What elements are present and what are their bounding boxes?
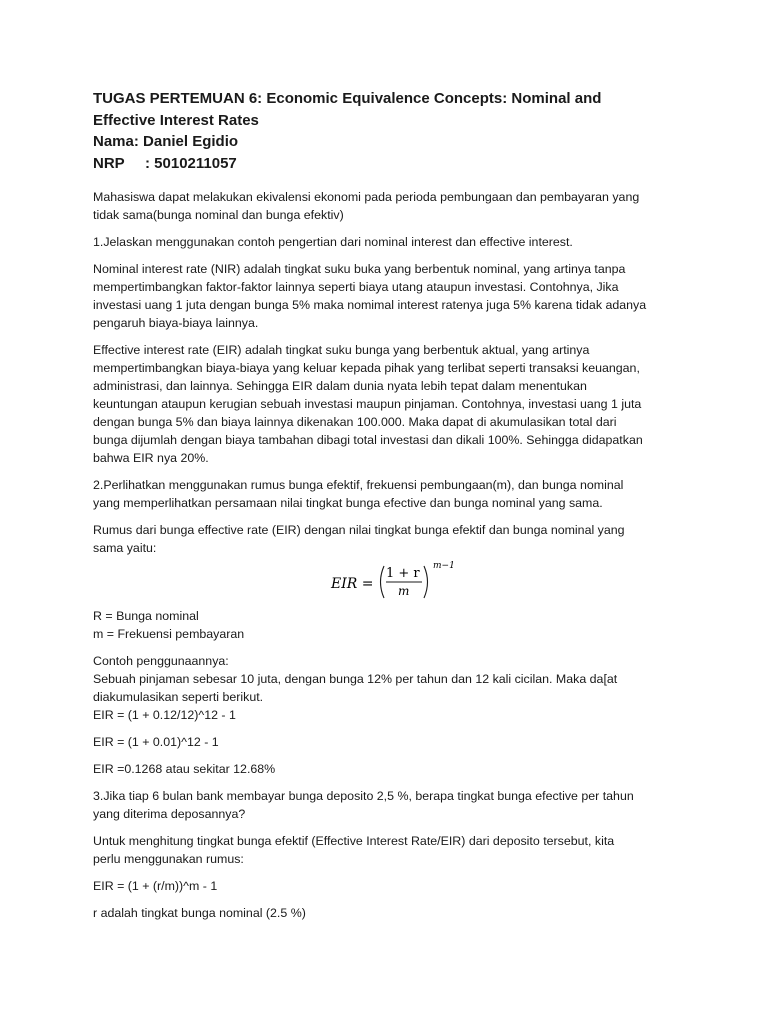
eir-line: keuntungan ataupun kerugian sebuah investasi maupun pinjaman. Contohnya, investasi uang 1 juta: [93, 397, 642, 411]
question-1-line: 1.Jelaskan menggunakan contoh pengertian dari nominal interest dan effective interest.: [93, 235, 573, 249]
intro-line: Mahasiswa dapat melakukan ekivalensi ekonomi pada perioda pembungaan dan pembayaran yang: [93, 190, 640, 204]
question-2-line: yang memperlihatkan persamaan nilai tingkat bunga efective dan bunga nominal yang sama.: [93, 496, 603, 510]
nir-line: investasi uang 1 juta dengan bunga 5% maka nomimal interest ratenya juga 5% karena tidak adanya: [93, 298, 647, 312]
eir-result: EIR =0.1268 atau sekitar 12.68%: [93, 762, 276, 776]
student-name-row: [93, 131, 688, 153]
eir-line: bunga dijumlah dengan biaya tambahan dibagi total investasi dan dikali 100%. Sehingga didapatkan: [93, 433, 643, 447]
rumus-intro-line: Rumus dari bunga effective rate (EIR) dengan nilai tingkat bunga efektif dan bunga nominal yang: [93, 523, 625, 537]
formula-left-paren: [380, 566, 384, 598]
contoh-line: Sebuah pinjaman sebesar 10 juta, dengan bunga 12% per tahun dan 12 kali cicilan. Maka da[at: [93, 672, 618, 686]
variable-r: R = Bunga nominal: [93, 609, 199, 623]
eir-paragraph: [93, 341, 688, 467]
title-line-1: TUGAS PERTEMUAN 6: Economic Equivalence Concepts: Nominal and: [93, 90, 602, 107]
eir-formula: [93, 557, 688, 607]
nrp-label: NRP: [93, 154, 125, 172]
contoh-paragraph: [93, 652, 688, 724]
nir-line: mempertimbangkan faktor-faktor lainnya seperti biaya utang ataupun investasi. Contohnya, Jika: [93, 280, 619, 294]
question-2-line: 2.Perlihatkan menggunakan rumus bunga efektif, frekuensi pembungaan(m), dan bunga nominal: [93, 478, 624, 492]
document-title: [93, 88, 688, 131]
question-3-intro-line: Untuk menghitung tingkat bunga efektif (Effective Interest Rate/EIR) dari deposito tersebut, kita: [93, 834, 615, 848]
question-3-formula: EIR = (1 + (r/m))^m - 1: [93, 879, 218, 893]
formula-numerator: 1 + r: [385, 566, 420, 581]
formula-denominator: m: [397, 584, 409, 598]
contoh-line: diakumulasikan seperti berikut.: [93, 690, 264, 704]
rumus-intro-line: sama yaitu:: [93, 541, 157, 555]
formula-exponent: m−1: [432, 561, 455, 571]
intro-line: tidak sama(bunga nominal dan bunga efektiv): [93, 208, 344, 222]
eir-line: mempertimbangkan biaya-biaya yang keluar kepada pihak yang terlibat seperti transaksi keuangan,: [93, 361, 640, 375]
question-3-intro: [93, 832, 688, 868]
variable-m: m = Frekuensi pembayaran: [93, 627, 245, 641]
nir-paragraph: [93, 260, 688, 332]
name-value: : Daniel Egidio: [133, 133, 239, 150]
intro-paragraph: [93, 188, 688, 224]
rumus-intro: [93, 521, 688, 557]
eir-line: Effective interest rate (EIR) adalah tingkat suku bunga yang berbentuk aktual, yang artinya: [93, 343, 590, 357]
question-3: [93, 787, 688, 823]
variable-definitions: [93, 607, 688, 643]
eir-formula-graphic: [306, 557, 476, 607]
question-1: [93, 233, 688, 251]
eir-line: administrasi, dan lainnya. Sehingga EIR dalam dunia nyata lebih tepat dalam menentukan: [93, 379, 587, 393]
formula-lhs: EIR =: [330, 576, 373, 592]
question-3-line: 3.Jika tiap 6 bulan bank membayar bunga deposito 2,5 %, berapa tingkat bunga efective per tahun: [93, 789, 634, 803]
nir-line: Nominal interest rate (NIR) adalah tingkat suku buka yang berbentuk nominal, yang artinya tanpa: [93, 262, 626, 276]
question-3-line: yang diterima deposannya?: [93, 807, 246, 821]
eir-line: dengan bunga 5% dan biaya lainnya dikenakan 100.000. Maka dapat di akumulasikan total dari: [93, 415, 617, 429]
question-3-intro-line: perlu menggunakan rumus:: [93, 852, 244, 866]
contoh-line: Contoh penggunaannya:: [93, 654, 229, 668]
question-2: [93, 476, 688, 512]
student-nrp-row: [93, 153, 688, 175]
eir-line: bahwa EIR nya 20%.: [93, 451, 209, 465]
eir-step-2: EIR = (1 + 0.01)^12 - 1: [93, 735, 219, 749]
name-label: Nama: [93, 133, 134, 150]
nir-line: pengaruh biaya-biaya lainnya.: [93, 316, 259, 330]
nrp-value: : 5010211057: [145, 154, 237, 172]
question-3-r-definition: r adalah tingkat bunga nominal (2.5 %): [93, 906, 306, 920]
contoh-line: EIR = (1 + 0.12/12)^12 - 1: [93, 708, 236, 722]
title-line-2: Effective Interest Rates: [93, 111, 259, 129]
formula-right-paren: [424, 566, 428, 598]
